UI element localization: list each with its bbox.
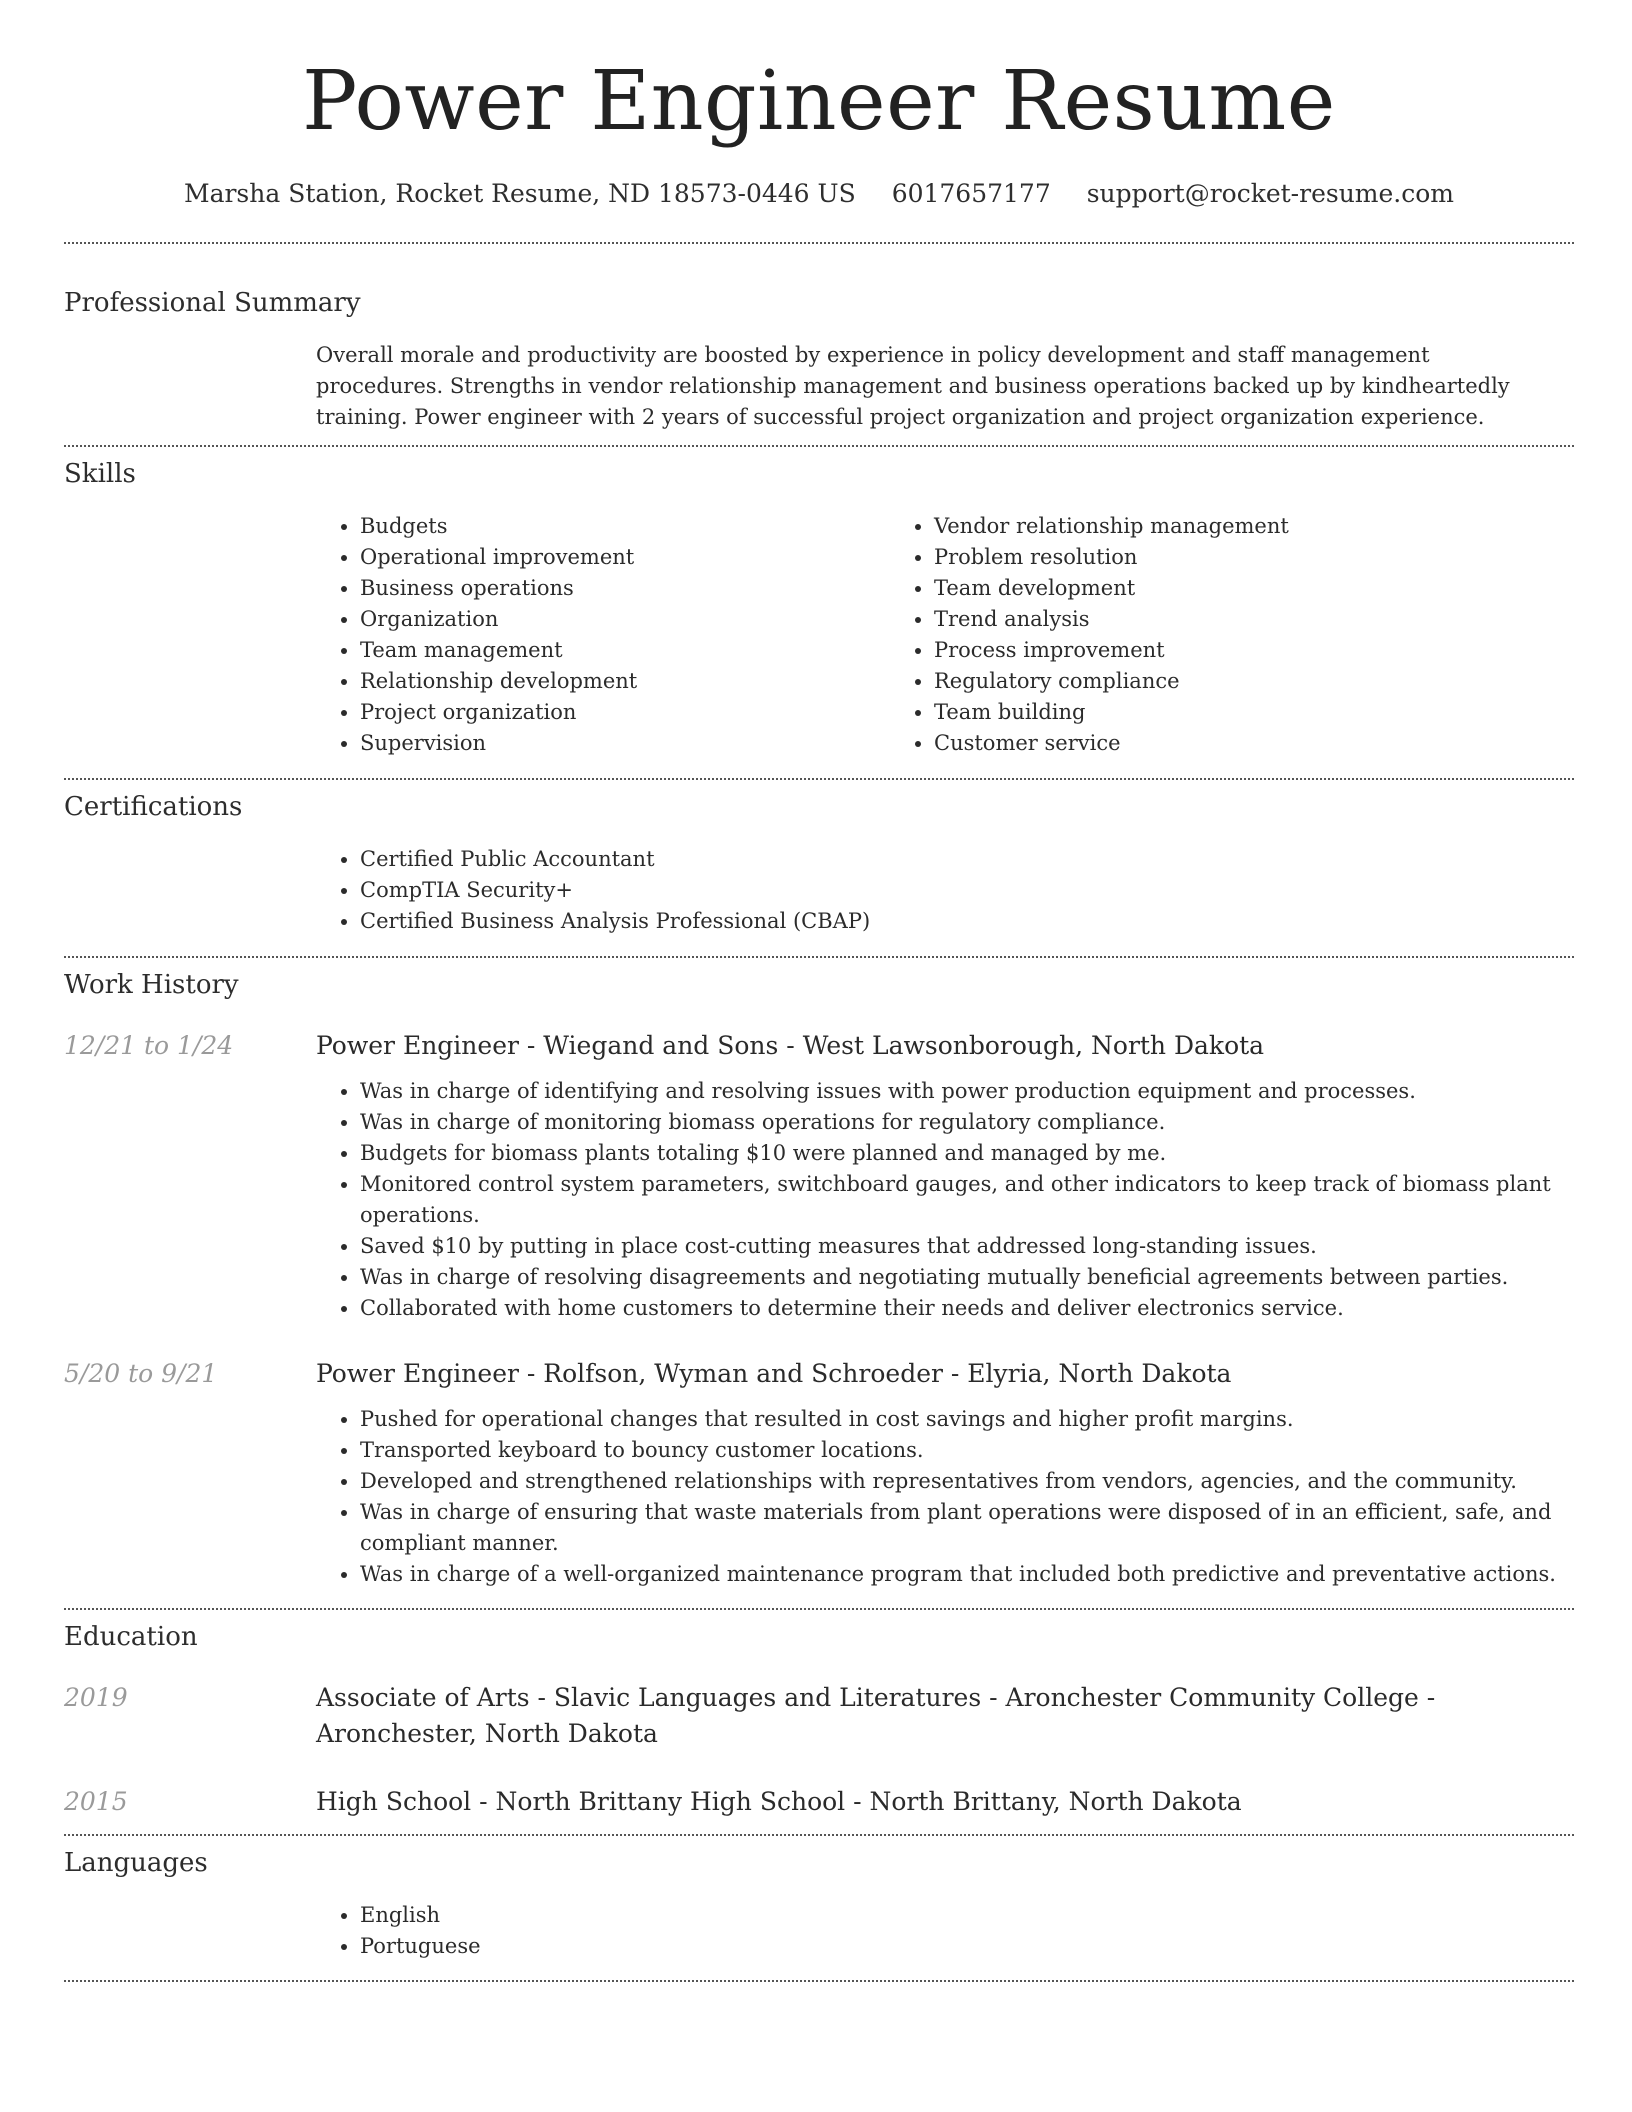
skills-list-right xyxy=(890,511,1464,759)
skill-item: • Regulatory compliance xyxy=(934,666,1464,697)
work-bullet: • Was in charge of a well-organized maintenance program that included both predictive and preventative actions. xyxy=(360,1559,1574,1590)
work-dates: 5/20 to 9/21 xyxy=(64,1359,218,1388)
work-bullet: • Developed and strengthened relationships with representatives from vendors, agencies, and the community. xyxy=(360,1466,1574,1497)
education-degree: High School xyxy=(316,1787,472,1816)
work-bullet: • Monitored control system parameters, switchboard gauges, and other indicators to keep track of biomass plant operations. xyxy=(360,1169,1574,1231)
skill-item: • Process improvement xyxy=(934,635,1464,666)
education-details xyxy=(316,1784,1574,1820)
work-bullet: • Was in charge of ensuring that waste materials from plant operations were disposed of in an efficient, safe, and compliant manner. xyxy=(360,1497,1574,1559)
education-entry xyxy=(64,1680,1574,1752)
skill-item: • Relationship development xyxy=(360,666,890,697)
work-bullets xyxy=(316,1076,1574,1324)
work-details xyxy=(316,1076,1574,1324)
skill-item: • Team management xyxy=(360,635,890,666)
work-entries xyxy=(64,1028,1574,1590)
skill-item: • Team development xyxy=(934,573,1464,604)
work-bullet: • Budgets for biomass plants totaling $10 were planned and managed by me. xyxy=(360,1138,1574,1169)
skills-content xyxy=(316,511,1574,759)
section-heading-skills: Skills xyxy=(64,459,136,489)
section-heading-education: Education xyxy=(64,1622,198,1652)
skill-item: • Business operations xyxy=(360,573,890,604)
section-heading-summary: Professional Summary xyxy=(64,288,361,318)
skill-item: • Team building xyxy=(934,697,1464,728)
work-bullet: • Transported keyboard to bouncy customer locations. xyxy=(360,1435,1574,1466)
work-title: Power Engineer - Rolfson, Wyman and Schroeder - Elyria, North Dakota xyxy=(316,1359,1232,1388)
education-entry xyxy=(64,1784,1574,1820)
section-heading-work: Work History xyxy=(64,970,239,1000)
work-title: Power Engineer - Wiegand and Sons - West Lawsonborough, North Dakota xyxy=(316,1031,1265,1060)
work-bullet: • Pushed for operational changes that resulted in cost savings and higher profit margins. xyxy=(360,1404,1574,1435)
skills-columns xyxy=(316,511,1574,759)
work-bullet: • Collaborated with home customers to determine their needs and deliver electronics service. xyxy=(360,1293,1574,1324)
skill-item: • Trend analysis xyxy=(934,604,1464,635)
section-skills xyxy=(64,447,1574,759)
work-bullet: • Was in charge of resolving disagreements and negotiating mutually beneficial agreements between parties. xyxy=(360,1262,1574,1293)
skill-item: • Vendor relationship management xyxy=(934,511,1464,542)
skill-item: • Operational improvement xyxy=(360,542,890,573)
work-details xyxy=(316,1404,1574,1590)
education-entries xyxy=(64,1680,1574,1820)
summary-text: Overall morale and productivity are boosted by experience in policy development and staff management procedures. Strengths in vendor relationship management and business operations backed up by kindheartedly training. Power engineer with 2 years of successful project organization and project organization experience. xyxy=(316,343,1510,429)
contact-email: support@rocket-resume.com xyxy=(1086,179,1455,208)
skill-item: • Supervision xyxy=(360,728,890,759)
work-bullets xyxy=(316,1404,1574,1590)
divider xyxy=(64,1980,1574,1982)
work-entry xyxy=(64,1028,1574,1324)
languages-content xyxy=(316,1900,1574,1962)
skill-item: • Organization xyxy=(360,604,890,635)
language-item: • Portuguese xyxy=(360,1931,1574,1962)
education-school: - North Brittany High School - North Brittany, North Dakota xyxy=(471,1787,1242,1816)
certification-item: • CompTIA Security+ xyxy=(360,875,1574,906)
resume-title: Power Engineer Resume xyxy=(302,54,1336,149)
education-year: 2015 xyxy=(64,1787,128,1816)
contact-line xyxy=(64,178,1574,210)
section-work-history xyxy=(64,958,1574,1590)
certification-item: • Certified Business Analysis Professional (CBAP) xyxy=(360,906,1574,937)
skills-list-left xyxy=(316,511,890,759)
work-entry xyxy=(64,1356,1574,1590)
work-bullet: • Was in charge of monitoring biomass operations for regulatory compliance. xyxy=(360,1107,1574,1138)
section-heading-languages: Languages xyxy=(64,1848,208,1878)
education-degree: Associate of Arts - Slavic Languages and Literatures xyxy=(316,1683,982,1712)
section-summary xyxy=(64,244,1574,433)
contact-address: Marsha Station, Rocket Resume, ND 18573-0446 US xyxy=(183,179,856,208)
work-dates: 12/21 to 1/24 xyxy=(64,1031,234,1060)
section-education xyxy=(64,1610,1574,1820)
skill-item: • Customer service xyxy=(934,728,1464,759)
skill-item: • Problem resolution xyxy=(934,542,1464,573)
education-school: - Aronchester Community College - Aronchester, North Dakota xyxy=(316,1683,1436,1748)
section-heading-certifications: Certifications xyxy=(64,792,243,822)
education-details xyxy=(316,1680,1574,1752)
section-certifications xyxy=(64,780,1574,937)
section-languages xyxy=(64,1836,1574,1962)
work-bullet: • Was in charge of identifying and resolving issues with power production equipment and processes. xyxy=(360,1076,1574,1107)
certification-item: • Certified Public Accountant xyxy=(360,844,1574,875)
summary-content xyxy=(316,340,1574,433)
language-item: • English xyxy=(360,1900,1574,1931)
resume-page xyxy=(64,0,1574,1982)
work-bullet: • Saved $10 by putting in place cost-cutting measures that addressed long-standing issues. xyxy=(360,1231,1574,1262)
education-year: 2019 xyxy=(64,1683,128,1712)
certifications-list xyxy=(316,844,1574,937)
languages-list xyxy=(316,1900,1574,1962)
contact-phone: 6017657177 xyxy=(891,179,1051,208)
skill-item: • Budgets xyxy=(360,511,890,542)
skill-item: • Project organization xyxy=(360,697,890,728)
certifications-content xyxy=(316,844,1574,937)
